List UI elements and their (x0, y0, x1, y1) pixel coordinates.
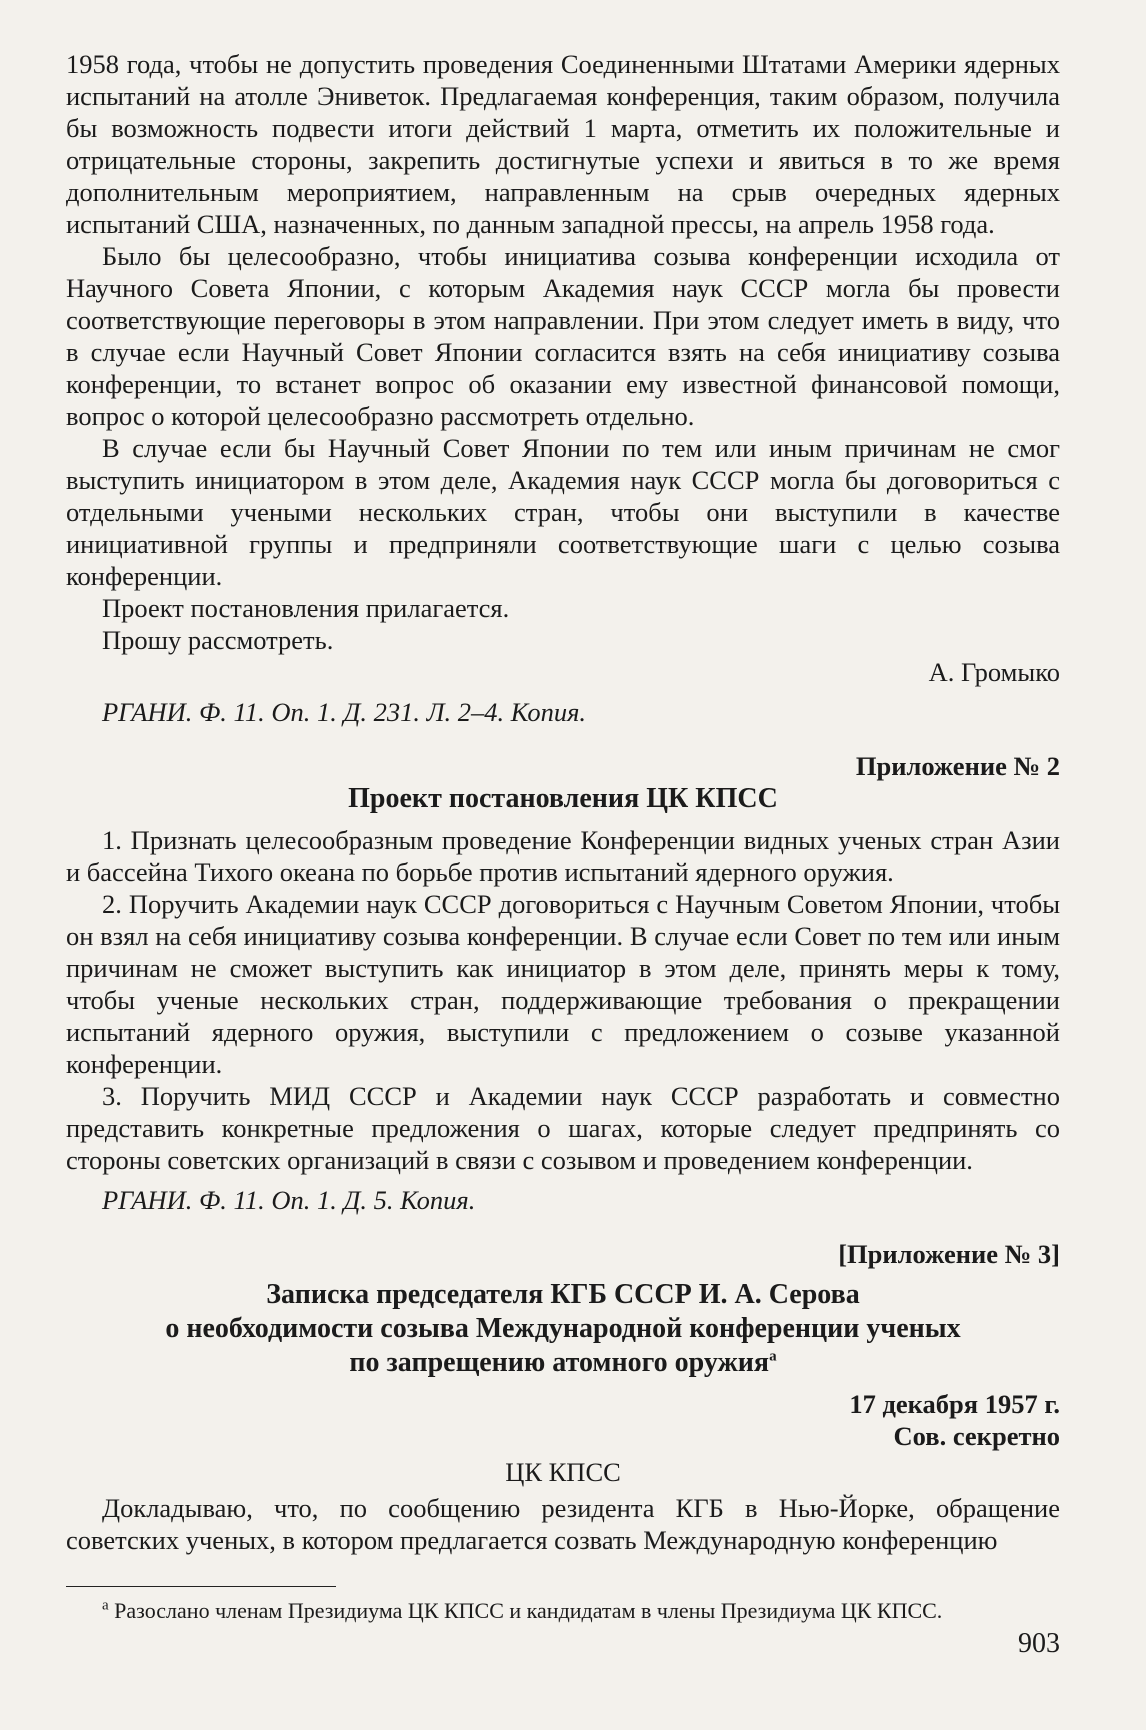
footnote (66, 1597, 1060, 1625)
paragraph: 1958 года, чтобы не допустить проведения Соединенными Штатами Америки ядерных испытаний на атолле Эниветок. Предлагаемая конференция, таким образом, получила бы возможность подвести итоги действий 1 марта, отметить их положительные и отрицательные стороны, закрепить достигнутые успехи и явиться в то же время дополнительным мероприятием, направленным на срыв очередных ядерных испытаний США, назначенных, по данным западной прессы, на апрель 1958 года. (66, 49, 1060, 239)
paragraph: Докладываю, что, по сообщению резидента КГБ в Нью-Йорке, обращение советских ученых, в котором предлагается созвать Международную конференцию (66, 1493, 1060, 1555)
footnote-marker: а (102, 1597, 109, 1614)
classification-stamp: Сов. секретно (893, 1421, 1060, 1451)
footnote-text: Разослано членам Президиума ЦК КПСС и кандидатам в члены Президиума ЦК КПСС. (114, 1598, 943, 1623)
footnote-divider (66, 1586, 336, 1587)
signature: А. Громыко (928, 657, 1060, 687)
decree-item: 1. Признать целесообразным проведение Конференции видных ученых стран Азии и бассейна Тихого океана по борьбе против испытаний ядерного оружия. (66, 825, 1060, 887)
appendix-label: [Приложение № 3] (838, 1239, 1060, 1269)
paragraph: В случае если бы Научный Совет Японии по тем или иным причинам не смог выступить инициатором в этом деле, Академия наук СССР могла бы договориться с отдельными учеными нескольких стран, чтобы они выступили в качестве инициативной группы и предприняли соответствующие шаги с целью созыва конференции. (66, 433, 1060, 591)
title-line: о необходимости созыва Международной конференции ученых (165, 1313, 961, 1344)
appendix-title: Проект постановления ЦК КПСС (348, 783, 778, 814)
appendix-label: Приложение № 2 (855, 751, 1060, 781)
document-date: 17 декабря 1957 г. (849, 1389, 1060, 1419)
paragraph: Было бы целесообразно, чтобы инициатива созыва конференции исходила от Научного Совета Японии, с которым Академия наук СССР могла бы провести соответствующие переговоры в этом направлении. При этом следует иметь в виду, что в случае если Научный Совет Японии согласится взять на себя инициативу созыва конференции, то встанет вопрос об оказании ему известной финансовой помощи, вопрос о которой целесообразно рассмотреть отдельно. (66, 241, 1060, 431)
appendix-title (66, 1278, 1060, 1380)
addressee: ЦК КПСС (505, 1457, 621, 1487)
decree-item: 3. Поручить МИД СССР и Академии наук СССР разработать и совместно представить конкретные предложения о шагах, которые следует предпринять со стороны советских организаций в связи с созывом и проведением конференции. (66, 1081, 1060, 1175)
page-number: 903 (1018, 1628, 1060, 1659)
footnote-marker: а (769, 1348, 777, 1365)
decree-item: 2. Поручить Академии наук СССР договориться с Научным Советом Японии, чтобы он взял на себя инициативу созыва конференции. В случае если Совет по тем или иным причинам не сможет выступить как инициатор в этом деле, принять меры к тому, чтобы ученые нескольких стран, поддерживающие требования о прекращении испытаний ядерного оружия, выступили с предложением о созыве указанной конференции. (66, 889, 1060, 1079)
title-line: по запрещению атомного оружия (349, 1347, 770, 1378)
title-line: Записка председателя КГБ СССР И. А. Серова (266, 1279, 860, 1310)
archive-source: РГАНИ. Ф. 11. Оп. 1. Д. 5. Копия. (102, 1185, 476, 1215)
paragraph: Проект постановления прилагается. (102, 593, 510, 623)
archive-source: РГАНИ. Ф. 11. Оп. 1. Д. 231. Л. 2–4. Копия. (102, 697, 587, 727)
paragraph: Прошу рассмотреть. (102, 625, 334, 655)
